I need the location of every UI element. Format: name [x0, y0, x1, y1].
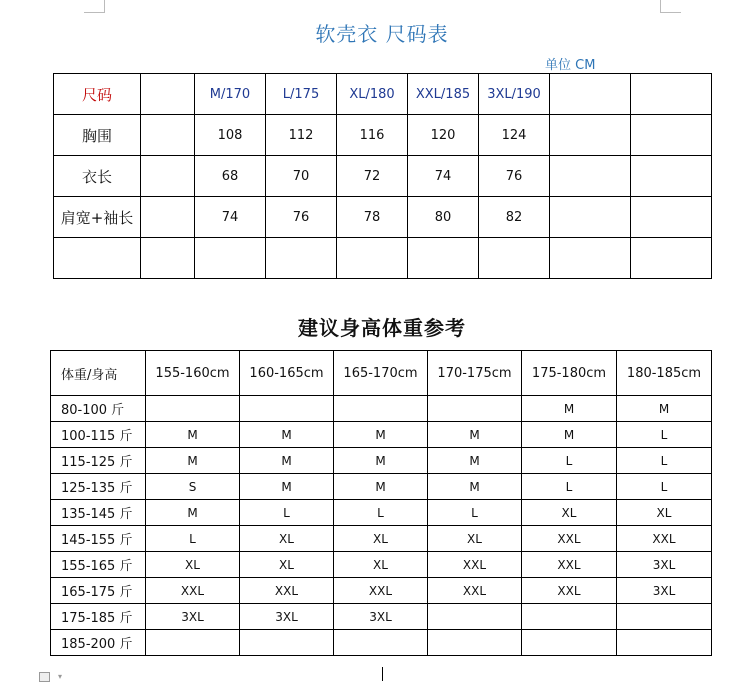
- size-cell: [141, 156, 195, 197]
- weight-range-cell: 115-125 斤: [51, 448, 146, 474]
- size-row-label: 胸围: [54, 115, 141, 156]
- weight-range-cell: 165-175 斤: [51, 578, 146, 604]
- size-recommendation-cell: [334, 630, 428, 656]
- recommendation-header-cell: 180-185cm: [617, 351, 712, 396]
- size-recommendation-cell: L: [617, 422, 712, 448]
- size-cell: [631, 238, 712, 279]
- size-recommendation-cell: M: [334, 474, 428, 500]
- size-cell: 108: [195, 115, 266, 156]
- size-recommendation-cell: 3XL: [240, 604, 334, 630]
- size-cell: [141, 197, 195, 238]
- size-recommendation-cell: 3XL: [334, 604, 428, 630]
- size-row: [54, 197, 712, 238]
- size-row: [54, 115, 712, 156]
- size-recommendation-cell: L: [522, 448, 617, 474]
- size-recommendation-cell: M: [146, 422, 240, 448]
- text-cursor: [382, 667, 383, 681]
- size-cell: 124: [479, 115, 550, 156]
- size-recommendation-cell: XXL: [522, 552, 617, 578]
- size-cell: [408, 238, 479, 279]
- size-recommendation-cell: XXL: [428, 552, 522, 578]
- size-recommendation-cell: M: [428, 448, 522, 474]
- size-recommendation-cell: M: [334, 448, 428, 474]
- recommendation-row: [51, 474, 712, 500]
- size-cell: 68: [195, 156, 266, 197]
- size-recommendation-cell: M: [617, 396, 712, 422]
- size-recommendation-cell: [522, 630, 617, 656]
- size-recommendation-cell: M: [522, 422, 617, 448]
- size-recommendation-cell: 3XL: [617, 552, 712, 578]
- recommendation-row: [51, 396, 712, 422]
- unit-label: 单位 CM: [545, 58, 596, 73]
- size-recommendation-cell: L: [146, 526, 240, 552]
- size-chart-table: [53, 73, 712, 279]
- recommendation-row: [51, 630, 712, 656]
- size-recommendation-cell: L: [617, 474, 712, 500]
- weight-range-cell: 155-165 斤: [51, 552, 146, 578]
- size-cell: [550, 156, 631, 197]
- size-cell: [550, 238, 631, 279]
- size-cell: 112: [266, 115, 337, 156]
- recommendation-row: [51, 422, 712, 448]
- recommendation-table: [50, 350, 712, 656]
- size-cell: [479, 238, 550, 279]
- size-recommendation-cell: XXL: [146, 578, 240, 604]
- size-cell: 74: [408, 156, 479, 197]
- recommendation-header-cell: 170-175cm: [428, 351, 522, 396]
- size-recommendation-cell: L: [617, 448, 712, 474]
- size-recommendation-cell: [334, 396, 428, 422]
- size-cell: 78: [337, 197, 408, 238]
- size-cell: 70: [266, 156, 337, 197]
- recommendation-header-cell: 体重/身高: [51, 351, 146, 396]
- size-recommendation-cell: XL: [428, 526, 522, 552]
- size-recommendation-cell: XL: [334, 552, 428, 578]
- size-cell: [631, 115, 712, 156]
- page-corner-mark-left: [84, 0, 105, 13]
- chevron-down-icon: ▾: [58, 672, 63, 681]
- size-recommendation-cell: XL: [240, 552, 334, 578]
- size-recommendation-cell: [428, 604, 522, 630]
- size-recommendation-cell: [522, 604, 617, 630]
- size-header-cell: M/170: [195, 74, 266, 115]
- size-recommendation-cell: XL: [146, 552, 240, 578]
- size-recommendation-cell: XL: [334, 526, 428, 552]
- size-cell: [337, 238, 408, 279]
- size-cell: [195, 238, 266, 279]
- size-recommendation-cell: 3XL: [617, 578, 712, 604]
- size-cell: 76: [266, 197, 337, 238]
- size-cell: 76: [479, 156, 550, 197]
- recommendation-header-cell: 160-165cm: [240, 351, 334, 396]
- size-header-row: [54, 74, 712, 115]
- size-row-label: 衣长: [54, 156, 141, 197]
- size-cell: 72: [337, 156, 408, 197]
- size-recommendation-cell: M: [240, 422, 334, 448]
- size-cell: 80: [408, 197, 479, 238]
- size-row-label: [54, 238, 141, 279]
- size-recommendation-cell: [617, 604, 712, 630]
- size-recommendation-cell: [146, 630, 240, 656]
- size-cell: 74: [195, 197, 266, 238]
- size-recommendation-cell: XXL: [617, 526, 712, 552]
- size-recommendation-cell: L: [428, 500, 522, 526]
- recommendation-row: [51, 552, 712, 578]
- size-recommendation-cell: M: [522, 396, 617, 422]
- size-recommendation-cell: L: [522, 474, 617, 500]
- recommendation-title: 建议身高体重参考: [298, 316, 466, 340]
- size-recommendation-cell: [240, 630, 334, 656]
- size-cell: 120: [408, 115, 479, 156]
- size-recommendation-cell: XL: [617, 500, 712, 526]
- recommendation-row: [51, 526, 712, 552]
- size-recommendation-cell: S: [146, 474, 240, 500]
- size-recommendation-cell: XXL: [240, 578, 334, 604]
- size-cell: 116: [337, 115, 408, 156]
- size-row: [54, 238, 712, 279]
- size-cell: [141, 238, 195, 279]
- size-recommendation-cell: M: [428, 422, 522, 448]
- size-recommendation-cell: M: [428, 474, 522, 500]
- recommendation-row: [51, 604, 712, 630]
- size-chart-title: 软壳衣 尺码表: [315, 22, 449, 46]
- size-recommendation-cell: M: [240, 474, 334, 500]
- weight-range-cell: 145-155 斤: [51, 526, 146, 552]
- size-recommendation-cell: M: [240, 448, 334, 474]
- size-recommendation-cell: [428, 396, 522, 422]
- size-recommendation-cell: XXL: [522, 526, 617, 552]
- size-header-cell: [141, 74, 195, 115]
- recommendation-row: [51, 448, 712, 474]
- size-cell: [550, 197, 631, 238]
- weight-range-cell: 100-115 斤: [51, 422, 146, 448]
- recommendation-header-cell: 165-170cm: [334, 351, 428, 396]
- weight-range-cell: 185-200 斤: [51, 630, 146, 656]
- recommendation-header-cell: 175-180cm: [522, 351, 617, 396]
- size-recommendation-cell: [617, 630, 712, 656]
- size-cell: [631, 197, 712, 238]
- size-recommendation-cell: M: [146, 448, 240, 474]
- size-row-label: 肩宽+袖长: [54, 197, 141, 238]
- weight-range-cell: 175-185 斤: [51, 604, 146, 630]
- size-cell: [631, 156, 712, 197]
- size-recommendation-cell: XXL: [428, 578, 522, 604]
- size-header-cell: [550, 74, 631, 115]
- size-recommendation-cell: M: [334, 422, 428, 448]
- size-header-cell: L/175: [266, 74, 337, 115]
- size-recommendation-cell: M: [146, 500, 240, 526]
- size-header-cell: [631, 74, 712, 115]
- recommendation-header-cell: 155-160cm: [146, 351, 240, 396]
- size-recommendation-cell: [428, 630, 522, 656]
- recommendation-header-row: [51, 351, 712, 396]
- size-row: [54, 156, 712, 197]
- size-recommendation-cell: [240, 396, 334, 422]
- size-recommendation-cell: XXL: [522, 578, 617, 604]
- size-cell: [550, 115, 631, 156]
- size-recommendation-cell: L: [334, 500, 428, 526]
- size-header-cell: XL/180: [337, 74, 408, 115]
- size-cell: [141, 115, 195, 156]
- size-recommendation-cell: [146, 396, 240, 422]
- size-recommendation-cell: XXL: [334, 578, 428, 604]
- size-recommendation-cell: L: [240, 500, 334, 526]
- size-recommendation-cell: 3XL: [146, 604, 240, 630]
- weight-range-cell: 135-145 斤: [51, 500, 146, 526]
- size-recommendation-cell: XL: [522, 500, 617, 526]
- size-header-cell: 3XL/190: [479, 74, 550, 115]
- weight-range-cell: 80-100 斤: [51, 396, 146, 422]
- recommendation-row: [51, 578, 712, 604]
- size-header-cell: 尺码: [54, 74, 141, 115]
- size-cell: 82: [479, 197, 550, 238]
- recommendation-row: [51, 500, 712, 526]
- size-header-cell: XXL/185: [408, 74, 479, 115]
- size-recommendation-cell: XL: [240, 526, 334, 552]
- page-corner-mark-right: [660, 0, 681, 13]
- size-cell: [266, 238, 337, 279]
- weight-range-cell: 125-135 斤: [51, 474, 146, 500]
